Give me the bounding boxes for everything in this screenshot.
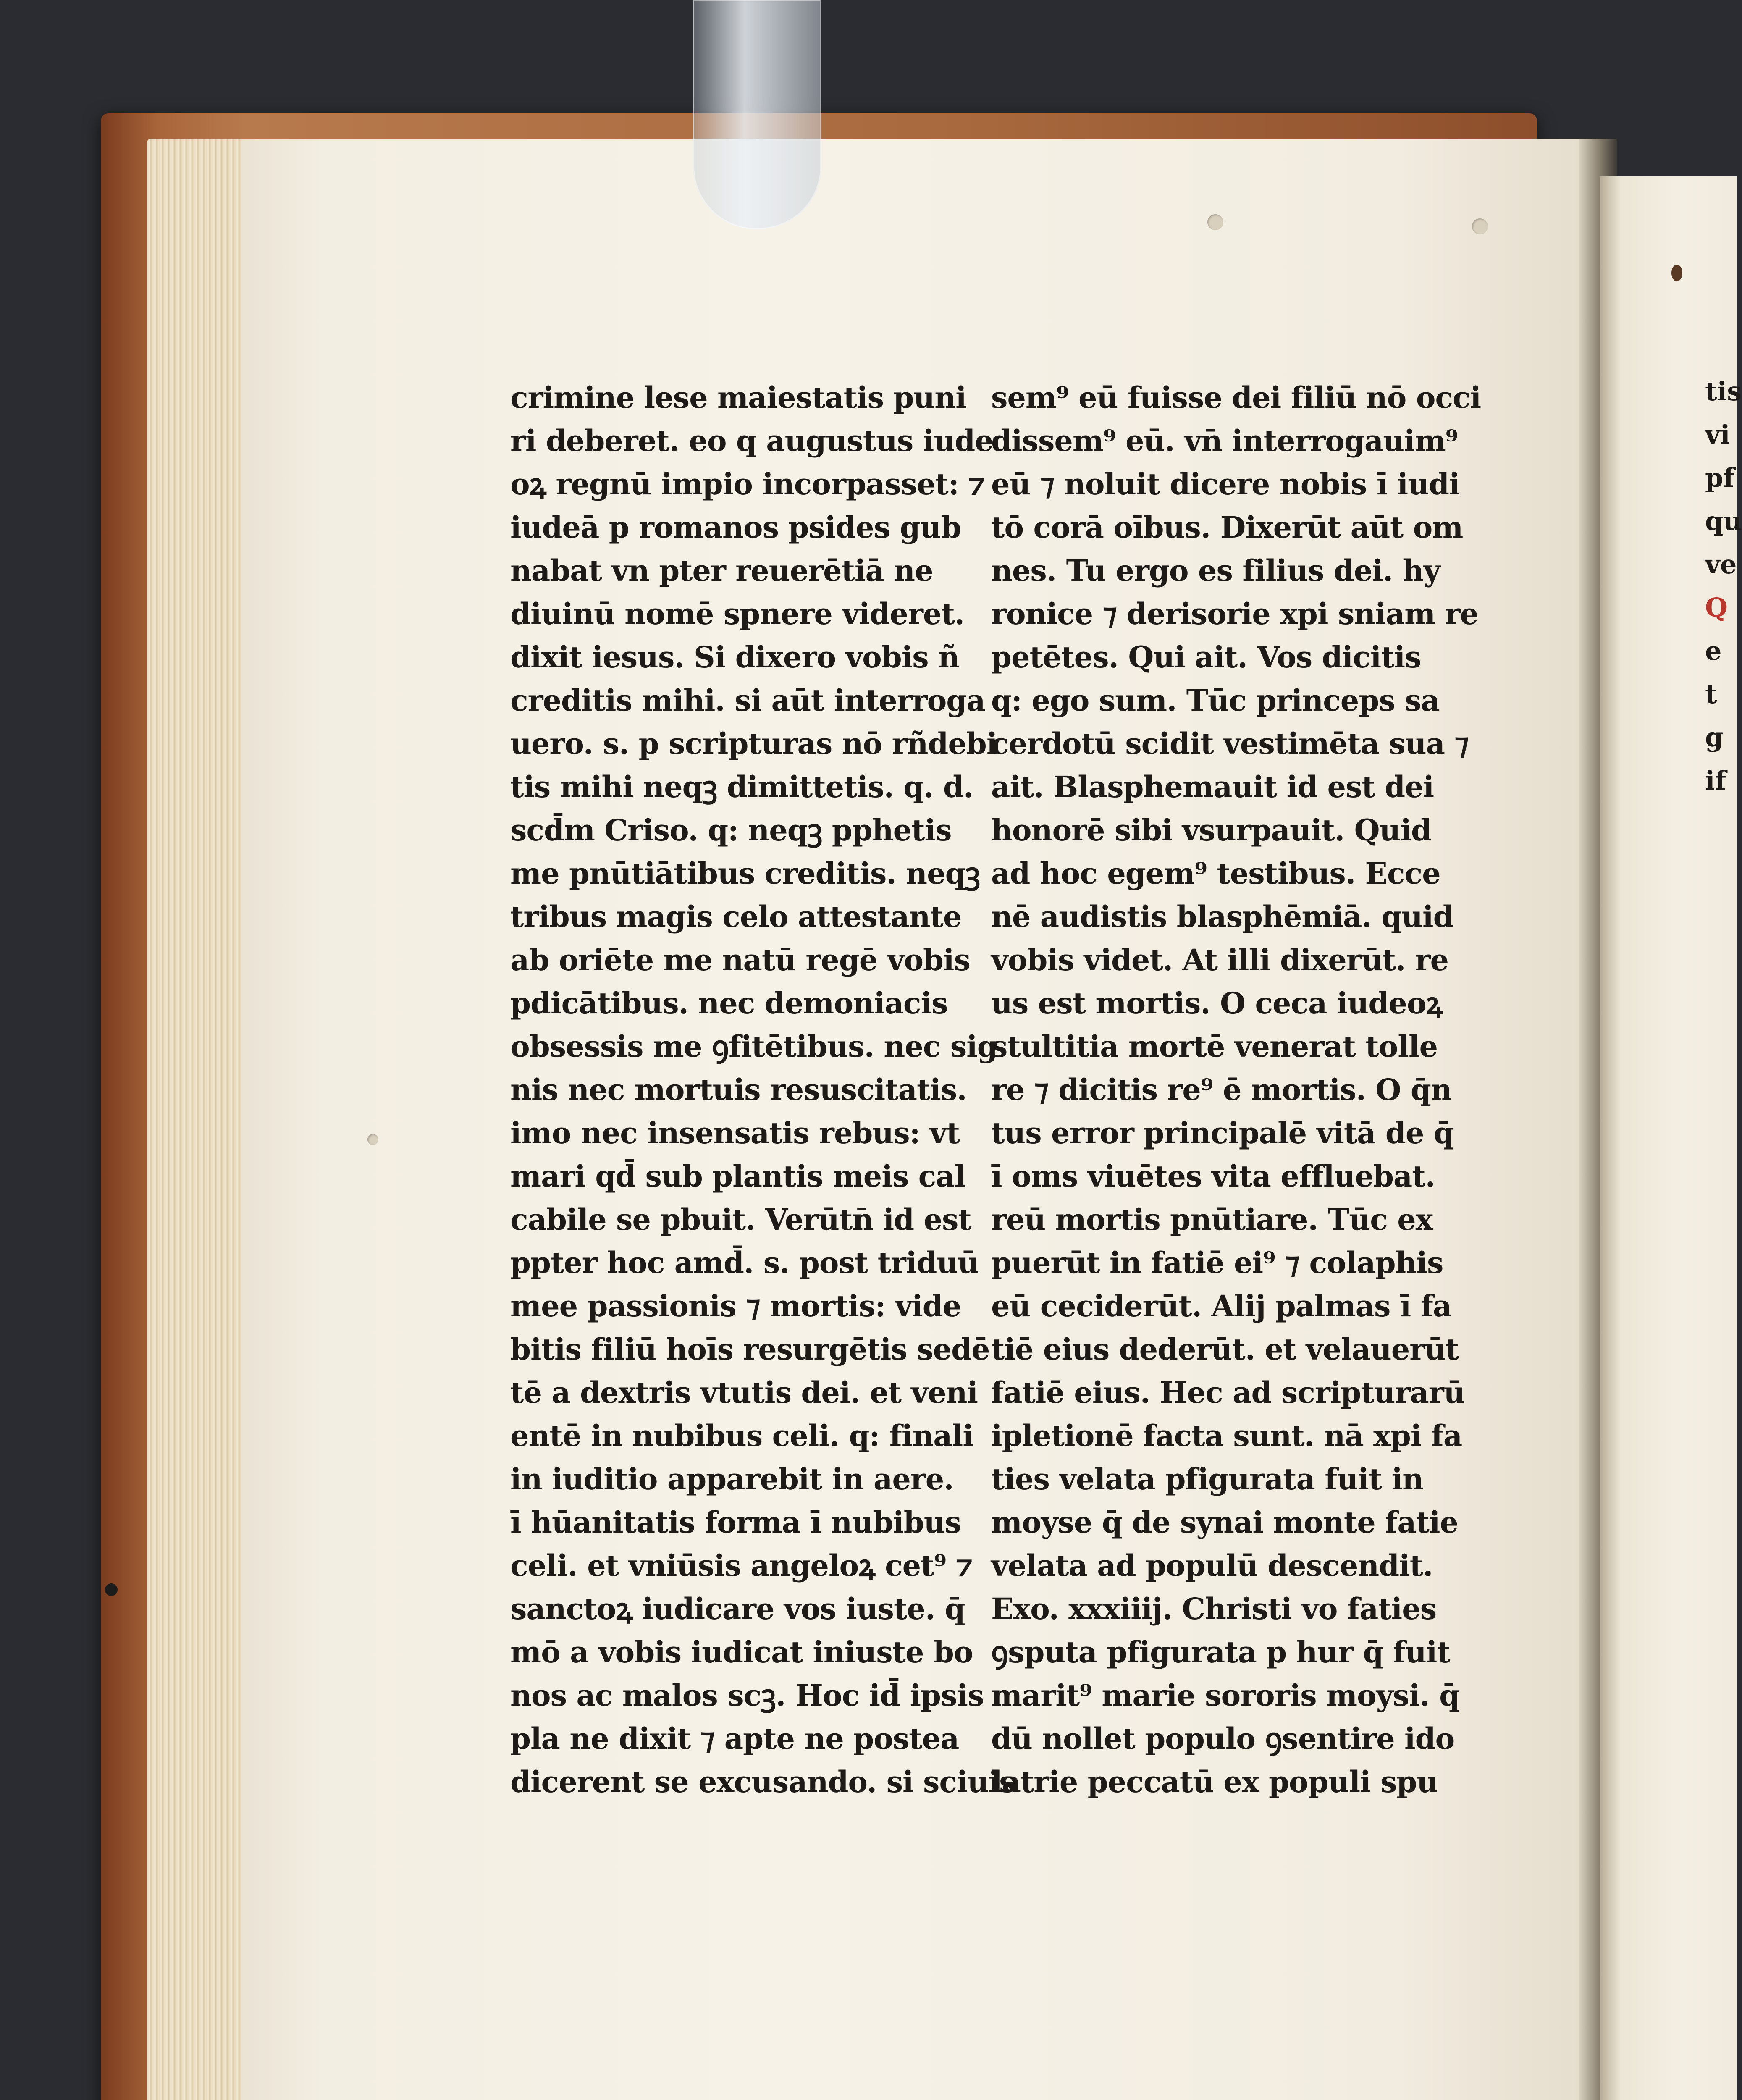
text-line: ait. Blasphemauit id est dei: [991, 769, 1434, 804]
text-line: tis mihi neqꝫ dimittetis. q. d.: [510, 769, 973, 804]
text-line: stultitia mortē venerat tolle: [991, 1029, 1438, 1064]
text-line: nos ac malos scꝫ. Hoc id̄ ipsis: [510, 1678, 984, 1713]
binding-nail: [1671, 265, 1682, 281]
text-line: nes. Tu ergo es filius dei. hy: [991, 553, 1440, 588]
text-line: dixit iesus. Si dixero vobis ñ: [510, 640, 959, 675]
text-line: entē in nubibus celi. q: finali: [510, 1418, 973, 1453]
text-line: in iuditio apparebit in aere.: [510, 1462, 954, 1496]
text-line: tiē eius dederūt. et velauerūt: [991, 1332, 1459, 1367]
text-line: pla ne dixit ⁊ apte ne postea: [510, 1721, 959, 1756]
text-line: pf: [1705, 462, 1735, 493]
text-line: nē audistis blasphēmiā. quid: [991, 899, 1453, 934]
text-line: e: [1705, 635, 1722, 666]
text-line: mō a vobis iudicat iniuste bo: [510, 1635, 973, 1670]
text-line: honorē sibi vsurpauit. Quid: [991, 813, 1431, 848]
text-line: mee passionis ⁊ mortis: vide: [510, 1289, 961, 1323]
text-line: diuinū nomē spnere videret.: [510, 596, 965, 631]
text-line: sanctoꝝ iudicare vos iuste. q̄: [510, 1591, 965, 1626]
text-line: tē a dextris vtutis dei. et veni: [510, 1375, 978, 1410]
text-line: mari qd̄ sub plantis meis cal: [510, 1159, 965, 1194]
text-line: latrie peccatū ex populi spu: [991, 1764, 1438, 1799]
ink-spot: [105, 1583, 118, 1596]
text-line: ppter hoc amd̄. s. post triduū: [510, 1245, 979, 1280]
text-line: ī oms viuētes vita effluebat.: [991, 1159, 1435, 1194]
text-line: vi: [1705, 419, 1730, 450]
text-line: Q: [1705, 592, 1728, 623]
text-line: uero. s. p scripturas nō rñdebi: [510, 726, 997, 761]
text-line: Exo. xxxiiij. Christi vo faties: [991, 1591, 1437, 1626]
text-line: us est mortis. O ceca iudeoꝝ: [991, 986, 1443, 1021]
text-line: ad hoc egem⁹ testibus. Ecce: [991, 856, 1440, 891]
text-line: me pnūtiātibus creditis. neqꝫ: [510, 856, 980, 891]
text-line: ties velata pfigurata fuit in: [991, 1462, 1424, 1496]
text-line: cerdotū scidit vestimēta sua ⁊: [991, 726, 1469, 761]
text-line: g: [1705, 722, 1724, 753]
text-line: t: [1705, 679, 1717, 709]
text-line: cabile se pbuit. Verūtn̄ id est: [510, 1202, 971, 1237]
text-line: nabat vn pter reuerētiā ne: [510, 553, 933, 588]
text-line: bitis filiū hoīs resurgētis sedē: [510, 1332, 990, 1367]
text-line: ī hūanitatis forma ī nubibus: [510, 1505, 961, 1540]
text-line: vobis videt. At illi dixerūt. re: [991, 942, 1449, 977]
text-line: creditis mihi. si aūt interroga: [510, 683, 985, 718]
recto-text-fragments: [1705, 370, 1742, 802]
text-line: dū nollet populo ꝯsentire ido: [991, 1721, 1455, 1756]
text-line: imo nec insensatis rebus: vt: [510, 1116, 960, 1150]
text-line: marit⁹ marie sororis moysi. q̄: [991, 1678, 1460, 1713]
text-line: tribus magis celo attestante: [510, 899, 962, 934]
right-text-column: [991, 376, 1481, 1803]
text-line: iudeā p romanos psides gub: [510, 510, 961, 545]
text-line: eū ceciderūt. Alij palmas ī fa: [991, 1289, 1452, 1323]
text-line: dissem⁹ eū. vn̄ interrogauim⁹: [991, 423, 1458, 458]
text-line: puerūt in fatiē ei⁹ ⁊ colaphis: [991, 1245, 1443, 1280]
text-line: if: [1705, 765, 1726, 796]
text-line: oꝝ regnū impio incorpasset: ⁊: [510, 467, 985, 501]
text-line: moyse q̄ de synai monte fatie: [991, 1505, 1459, 1540]
text-line: ronice ⁊ derisorie xpi sniam re: [991, 596, 1478, 631]
text-line: nis nec mortuis resuscitatis.: [510, 1072, 967, 1107]
text-line: ꝯsputa pfigurata p hur q̄ fuit: [991, 1635, 1450, 1670]
page-clip-top: [693, 0, 821, 229]
text-line: ipletionē facta sunt. nā xpi fa: [991, 1418, 1462, 1453]
text-line: pdicātibus. nec demoniacis: [510, 986, 948, 1021]
paper-hole: [1207, 214, 1223, 230]
paper-hole: [1472, 218, 1488, 234]
text-line: velata ad populū descendit.: [991, 1548, 1433, 1583]
text-line: reū mortis pnūtiare. Tūc ex: [991, 1202, 1433, 1237]
text-line: tō corā oībus. Dixerūt aūt om: [991, 510, 1463, 545]
text-line: tis: [1705, 376, 1742, 407]
text-line: ve: [1705, 549, 1737, 580]
text-line: ab oriēte me natū regē vobis: [510, 942, 971, 977]
text-line: tus error principalē vitā de q̄: [991, 1116, 1454, 1150]
text-line: sem⁹ eū fuisse dei filiū nō occi: [991, 380, 1481, 415]
paper-hole: [367, 1134, 378, 1145]
text-line: petētes. Qui ait. Vos dicitis: [991, 640, 1421, 675]
text-line: dicerent se excusando. si sciuis: [510, 1764, 1015, 1799]
text-line: fatiē eius. Hec ad scripturarū: [991, 1375, 1465, 1410]
left-text-column: [510, 376, 1015, 1803]
text-line: qu: [1705, 506, 1742, 536]
text-line: scd̄m Criso. q: neqꝫ pphetis: [510, 813, 952, 848]
text-line: re ⁊ dicitis re⁹ ē mortis. O q̄n: [991, 1072, 1452, 1107]
text-line: ri deberet. eo q augustus iude: [510, 423, 993, 458]
text-line: crimine lese maiestatis puni: [510, 380, 966, 415]
text-line: q: ego sum. Tūc princeps sa: [991, 683, 1440, 718]
text-line: obsessis me ꝯfitētibus. nec sig: [510, 1029, 997, 1064]
page-edges: [147, 139, 256, 2100]
text-line: eū ⁊ noluit dicere nobis ī iudi: [991, 467, 1460, 501]
text-line: celi. et vniūsis angeloꝝ cet⁹ ⁊: [510, 1548, 973, 1583]
